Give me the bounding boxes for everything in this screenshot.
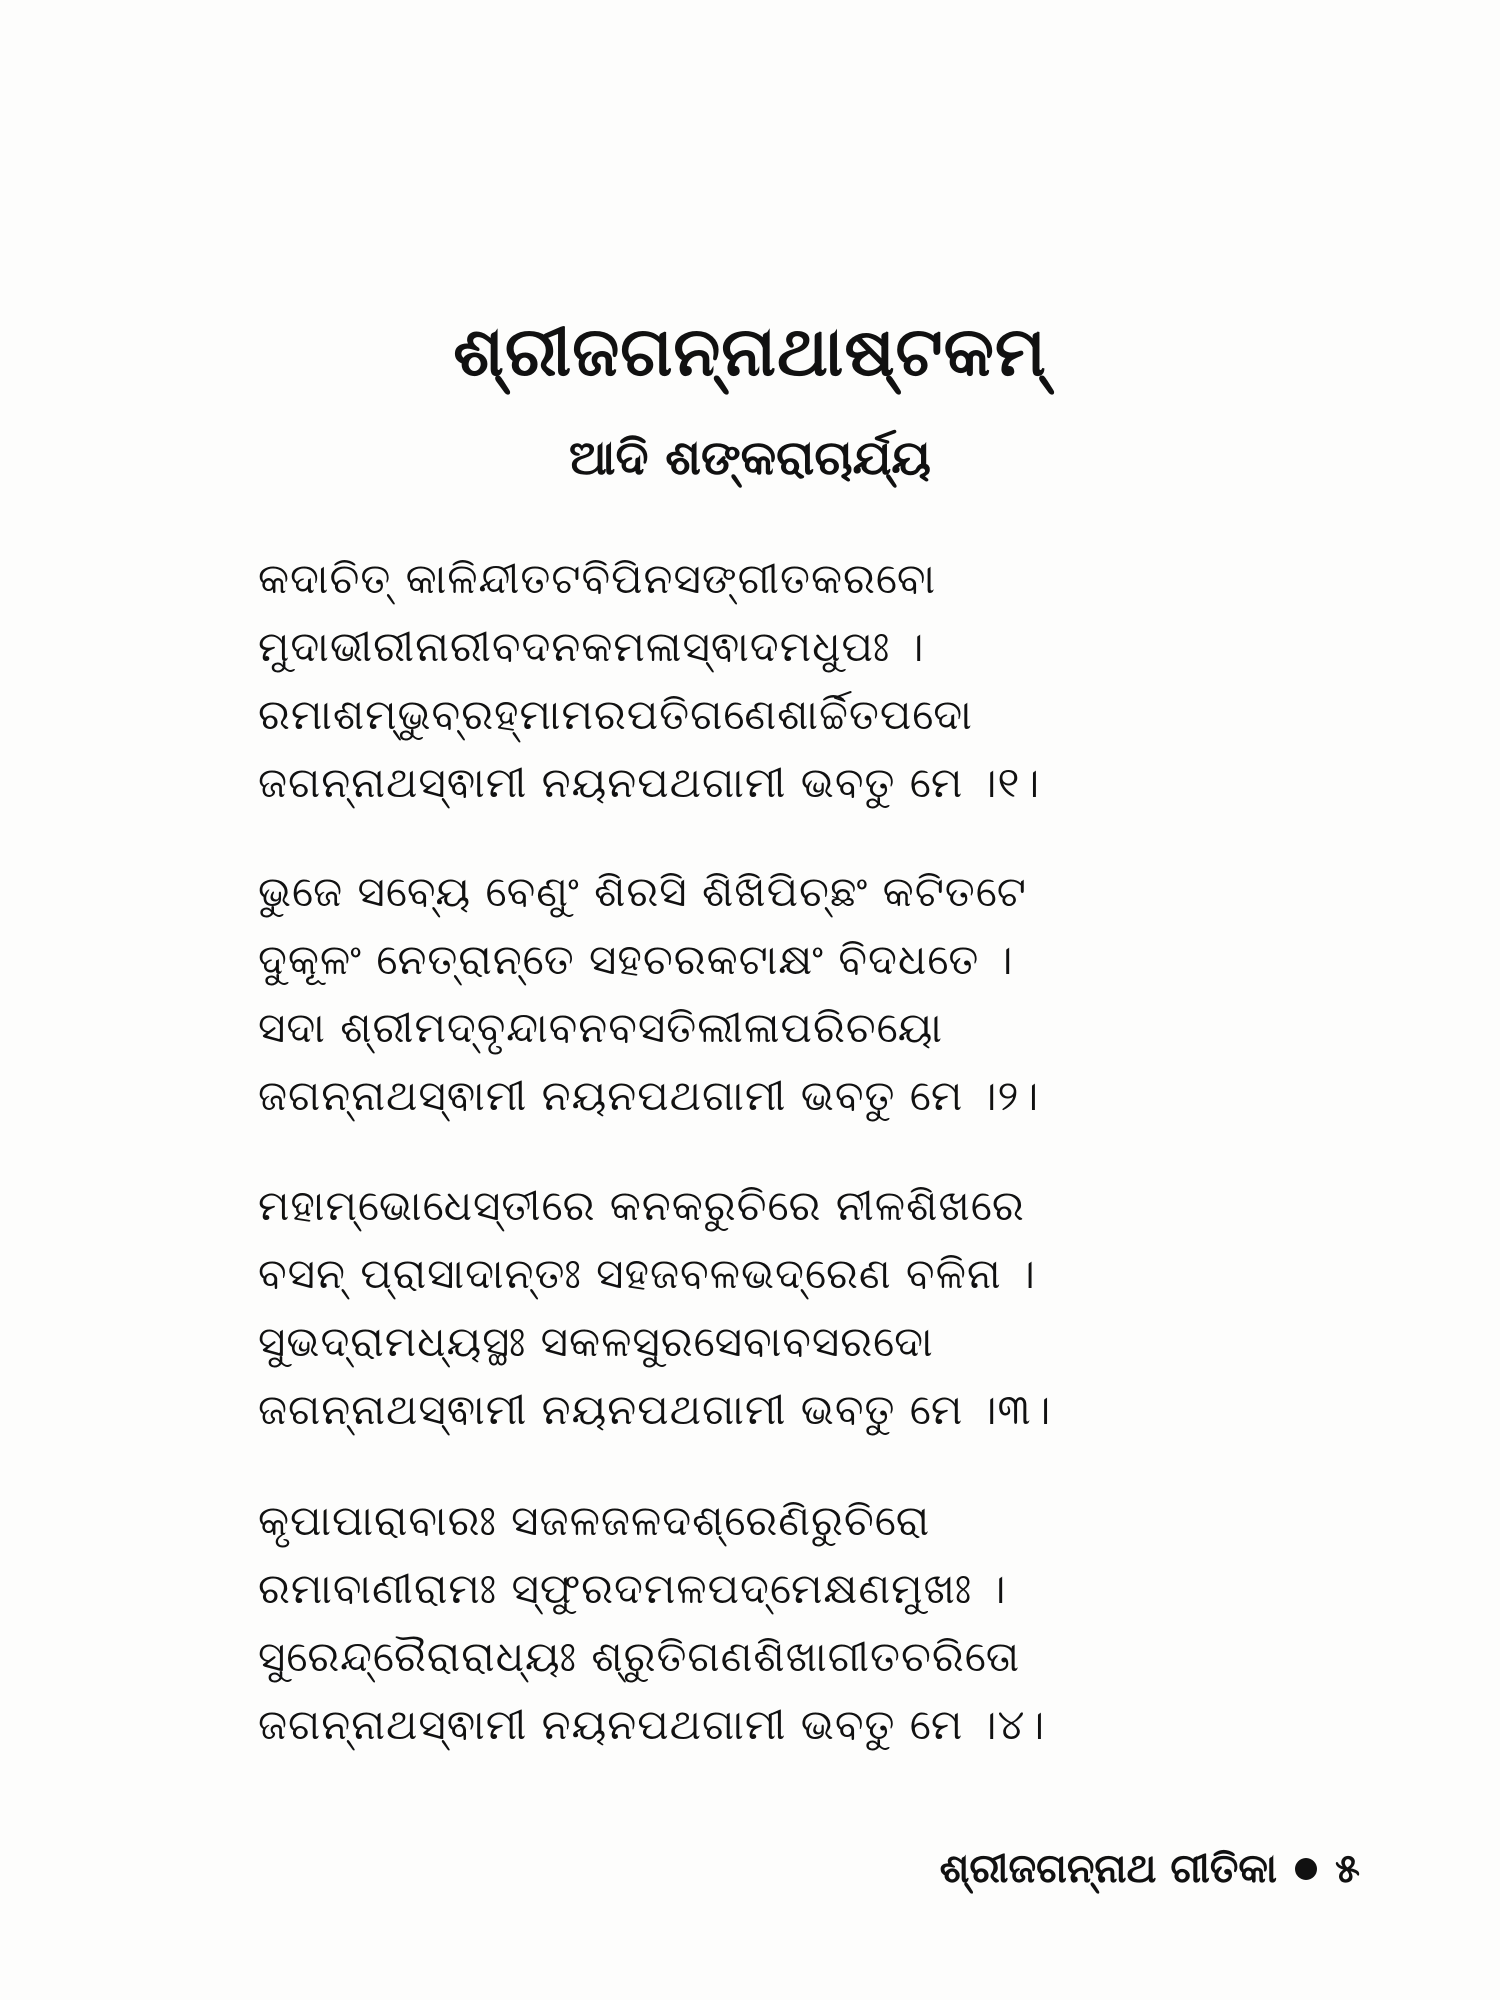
verse-line: ମହାମ୍ଭୋଧେସ୍ତୀରେ କନକରୁଚିରେ ନୀଳଶିଖରେ: [258, 1181, 1025, 1230]
verse-line: କଦାଚିତ୍ କାଳିନ୍ଦୀତଟବିପିନସଙ୍ଗୀତକରବୋ: [258, 554, 937, 603]
footer-book-title: ଶ୍ରୀଜଗନ୍ନାଥ ଗୀତିକା: [939, 1846, 1278, 1892]
bullet-icon: [1295, 1858, 1317, 1880]
verse-line: ମୁଦାଭୀରୀନାରୀବଦନକମଳାସ୍ଵାଦମଧୁପଃ ।: [258, 622, 925, 671]
verse-2: [258, 858, 1258, 1130]
page-number: ୫: [1335, 1846, 1360, 1892]
verse-1: [258, 545, 1258, 817]
verse-line: ବସନ୍ ପ୍ରାସାଦାନ୍ତଃ ସହଜବଳଭଦ୍ରେଣ ବଳିନା ।: [258, 1249, 1036, 1298]
verse-line: ରମାଶମ୍ଭୁବ୍ରହ୍ମାମରପତିଗଣେଶାର୍ଚ୍ଚିତପଦୋ: [258, 690, 973, 739]
verse-line: ସଦା ଶ୍ରୀମଦ୍‌ବୃନ୍ଦାବନବସତିଲୀଳାପରିଚୟୋ: [258, 1003, 943, 1052]
verse-line: ଦୁକୂଳଂ ନେତ୍ରାନ୍ତେ ସହଚରକଟାକ୍ଷଂ ବିଦଧତେ ।: [258, 935, 1014, 984]
verse-line: ଭୁଜେ ସବ୍ୟେ ବେଣୁଂ ଶିରସି ଶିଖିପିଚ୍ଛଂ କଟିତଟେ: [258, 867, 1027, 916]
page-title: ଶ୍ରୀଜଗନ୍ନାଥାଷ୍ଟକମ୍: [453, 313, 1047, 392]
verse-line: କୃପାପାରାବାରଃ ସଜଳଜଳଦଶ୍ରେଣିରୁଚିରୋ: [258, 1496, 931, 1545]
verse-line: ରମାବାଣୀରାମଃ ସ୍ଫୁରଦମଳପଦ୍ମେକ୍ଷଣମୁଖଃ ।: [258, 1564, 1007, 1613]
verse-line: ଜଗନ୍ନାଥସ୍ଵାମୀ ନୟନପଥଗାମୀ ଭବତୁ ମେ ।୪।: [258, 1700, 1046, 1749]
verse-line: ଜଗନ୍ନାଥସ୍ଵାମୀ ନୟନପଥଗାମୀ ଭବତୁ ମେ ।୨।: [258, 1071, 1040, 1120]
verse-4: [258, 1487, 1258, 1759]
verse-line: ଜଗନ୍ନାଥସ୍ଵାମୀ ନୟନପଥଗାମୀ ଭବତୁ ମେ ।୧।: [258, 758, 1041, 807]
page-footer: [940, 1846, 1360, 1892]
verse-line: ସୁଭଦ୍ରାମଧ୍ୟସ୍ଥଃ ସକଳସୁରସେବାବସରଦୋ: [258, 1317, 934, 1366]
verse-3: [258, 1172, 1258, 1444]
verse-line: ଜଗନ୍ନାଥସ୍ଵାମୀ ନୟନପଥଗାମୀ ଭବତୁ ମେ ।୩।: [258, 1385, 1052, 1434]
verse-line: ସୁରେନ୍ଦ୍ରୈରାରାଧ୍ୟଃ ଶ୍ରୁତିଗଣଶିଖାଗୀତଚରିତୋ: [258, 1632, 1021, 1681]
author-name: ଆଦି ଶଙ୍କରାଚାର୍ଯ୍ୟ: [569, 430, 931, 486]
